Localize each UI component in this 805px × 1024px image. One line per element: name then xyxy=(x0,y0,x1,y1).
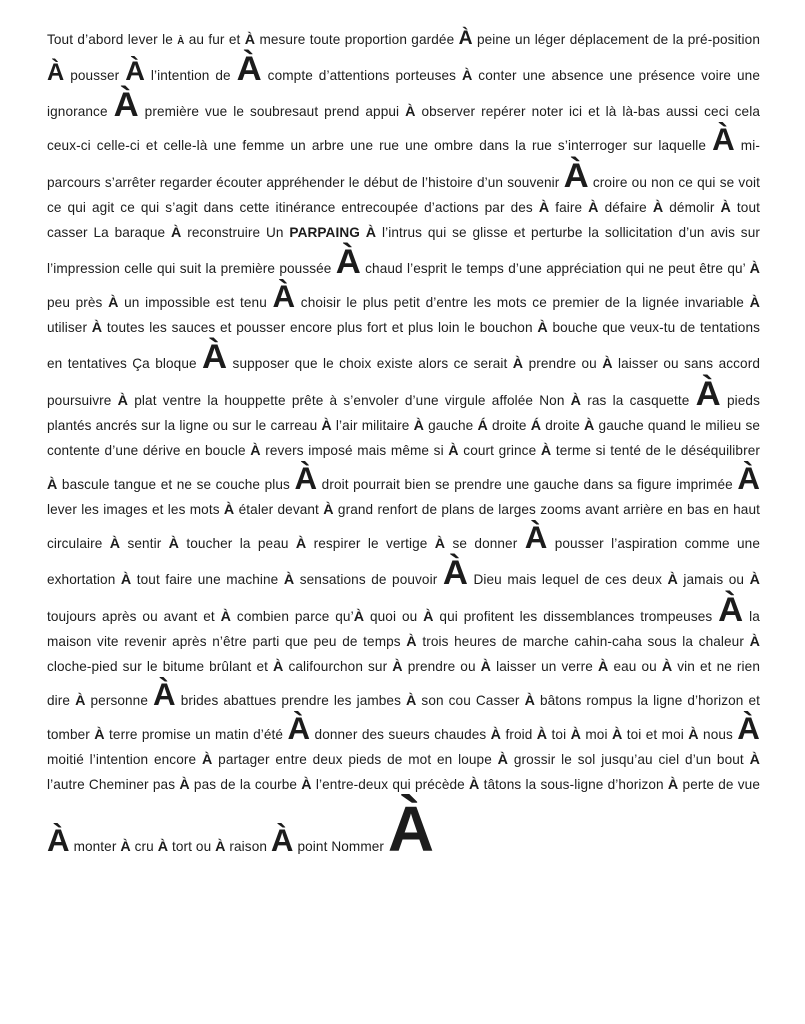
a-glyph: À xyxy=(570,727,581,744)
text-run: bâtons rompus la ligne d’horizon et tomber xyxy=(47,692,760,743)
a-glyph: À xyxy=(536,727,548,744)
text-run: eau ou xyxy=(608,658,662,674)
a-glyph: À xyxy=(524,692,535,709)
a-glyph: À xyxy=(461,68,473,85)
a-glyph: À xyxy=(323,502,334,519)
text-run: toucher la peau xyxy=(179,536,296,552)
text-run: brides abattues prendre les jambes xyxy=(175,692,407,708)
a-glyph: À xyxy=(294,460,318,496)
a-glyph: À xyxy=(434,536,446,553)
a-glyph: À xyxy=(283,572,295,589)
text-run: terme si tenté de le déséquilibrer xyxy=(551,442,761,458)
a-glyph: À xyxy=(387,792,435,865)
a-glyph: À xyxy=(353,608,365,625)
a-glyph: À xyxy=(301,777,312,794)
a-glyph: À xyxy=(272,279,296,315)
text-run: combien parce qu’ xyxy=(231,608,354,624)
text-run: terre promise un matin d’été xyxy=(104,727,288,743)
a-glyph: À xyxy=(250,442,261,459)
a-glyph: À xyxy=(179,777,190,794)
a-glyph: À xyxy=(47,822,70,858)
a-glyph: À xyxy=(688,727,699,744)
a-glyph: À xyxy=(201,752,213,769)
text-run: au fur et xyxy=(184,32,245,47)
a-glyph: À xyxy=(584,417,595,434)
a-glyph: À xyxy=(406,692,417,709)
text-run: la maison vite revenir après n’être parti que peu de temps xyxy=(47,608,760,649)
text-run: se donner xyxy=(445,536,525,552)
a-glyph: À xyxy=(270,822,294,858)
text-run: peine un léger déplacement de la pré-position xyxy=(472,32,761,47)
text-run: son cou Casser xyxy=(416,692,525,708)
a-glyph: À xyxy=(458,28,473,49)
a-glyph: À xyxy=(47,59,65,87)
a-glyph: À xyxy=(720,199,731,216)
text-run: toutes les sauces et pousser encore plus fort et plus loin le bouchon xyxy=(102,320,538,336)
a-glyph: À xyxy=(109,536,121,553)
a-glyph: À xyxy=(540,442,552,459)
a-glyph: À xyxy=(157,838,169,855)
a-glyph: À xyxy=(406,633,417,650)
text-run: moi xyxy=(581,727,612,743)
a-glyph: À xyxy=(695,374,721,413)
a-glyph: À xyxy=(392,658,403,675)
a-glyph: À xyxy=(524,520,548,556)
text-run: Dieu mais lequel de ces deux xyxy=(467,572,668,588)
a-glyph: À xyxy=(749,260,760,277)
text-run: démolir xyxy=(663,199,721,215)
text-run: choisir le plus petit d’entre les mots ce premier de la lignée invariable xyxy=(295,295,750,311)
a-glyph: Á xyxy=(477,417,488,434)
a-glyph: Á xyxy=(530,417,542,434)
a-glyph: À xyxy=(295,536,307,553)
a-glyph: À xyxy=(287,711,311,747)
a-glyph: À xyxy=(749,295,760,312)
text-run: droite xyxy=(487,417,531,433)
a-glyph: À xyxy=(91,320,103,337)
text-run: froid xyxy=(501,727,537,743)
text-run: trois heures de marche cahin-caha sous la chaleur xyxy=(416,633,750,649)
text-run: bascule tangue et ne se couche plus xyxy=(57,476,295,492)
text-run: gauche xyxy=(423,417,478,433)
a-glyph: À xyxy=(94,727,105,744)
text-run: donner des sueurs chaudes xyxy=(310,727,491,743)
a-glyph: À xyxy=(236,50,262,89)
a-glyph: À xyxy=(120,572,132,589)
a-glyph: À xyxy=(512,356,524,373)
a-glyph: À xyxy=(737,460,761,496)
a-glyph: À xyxy=(588,199,599,216)
a-glyph: À xyxy=(177,36,185,47)
a-glyph: À xyxy=(202,338,228,377)
a-glyph: À xyxy=(712,122,735,158)
text-run: toujours après ou avant et xyxy=(47,608,221,624)
text-run: laisser ou sans accord poursuivre xyxy=(47,356,760,408)
text-run: droite xyxy=(541,417,585,433)
text-run: bouche que veux-tu de tentations en tentatives Ça bloque xyxy=(47,320,761,372)
a-glyph: À xyxy=(661,658,673,675)
text-run: grossir le sol jusqu’au ciel d’un bout xyxy=(508,752,750,768)
text-run: lever les images et les mots xyxy=(47,502,224,518)
text-run: compte d’attentions porteuses xyxy=(261,68,462,84)
text-run: perte de vue xyxy=(678,777,760,793)
text-run: première vue le soubresaut prend appui xyxy=(138,104,406,120)
text-run: monter xyxy=(69,838,121,854)
poem-paragraph xyxy=(47,27,761,865)
text-run: tort ou xyxy=(168,838,216,854)
a-glyph: À xyxy=(749,572,760,589)
text-run: jamais ou xyxy=(677,572,750,588)
a-glyph: À xyxy=(442,554,468,593)
text-run: l’entre-deux qui précède xyxy=(311,777,470,793)
a-glyph: À xyxy=(273,658,284,675)
text-run: pas de la courbe xyxy=(189,777,302,793)
text-run: prendre ou xyxy=(402,658,481,674)
text-run: utiliser xyxy=(47,320,92,336)
a-glyph: À xyxy=(538,199,550,216)
text-run: califourchon sur xyxy=(283,658,393,674)
text-run: sentir xyxy=(120,536,169,552)
text-run: supposer que le choix existe alors ce serait xyxy=(227,356,513,372)
text-run: l’autre Cheminer pas xyxy=(47,777,180,793)
a-glyph: À xyxy=(667,777,679,794)
a-glyph: À xyxy=(223,502,235,519)
text-run: l’intrus qui se glisse et perturbe la sollicitation d’un avis sur l’impression celle qui suit la première poussée xyxy=(47,224,760,276)
text-run: droit pourrait bien se prendre une gauche dans sa figure imprimée xyxy=(317,476,738,492)
a-glyph: À xyxy=(220,608,232,625)
a-glyph: À xyxy=(497,752,509,769)
text-run: mi-parcours s’arrêter regarder écouter appréhender le début de l’histoire d’un souvenir xyxy=(47,138,760,190)
text-run: vin et ne rien dire xyxy=(47,658,760,708)
a-glyph: À xyxy=(652,199,664,216)
text-run: l’intention de xyxy=(144,68,237,84)
text-run: raison xyxy=(225,838,271,854)
text-run: toi et moi xyxy=(622,727,689,743)
a-glyph: À xyxy=(405,104,416,121)
text-run: revers imposé mais même si xyxy=(260,442,449,458)
a-glyph: À xyxy=(244,32,256,48)
text-run: point Nommer xyxy=(293,838,388,854)
text-run: sensations de pouvoir xyxy=(294,572,443,588)
a-glyph: À xyxy=(563,156,589,195)
a-glyph: À xyxy=(413,417,424,434)
a-glyph: À xyxy=(47,476,58,493)
text-run: faire xyxy=(549,199,589,215)
text-run: prendre ou xyxy=(523,356,603,372)
a-glyph: À xyxy=(171,224,182,241)
text-run: plat ventre la houppette prête à s’envoler d’une virgule affolée Non xyxy=(128,392,571,408)
a-glyph: À xyxy=(480,658,492,675)
a-glyph: À xyxy=(737,711,760,747)
text-run: laisser un verre xyxy=(491,658,598,674)
text-run: respirer le vertige xyxy=(306,536,435,552)
text-run: étaler devant xyxy=(234,502,324,518)
text-run: gauche quand le milieu se contente d’une dérive en boucle xyxy=(47,417,761,458)
text-run: Tout d’abord lever le xyxy=(47,32,178,47)
a-glyph: À xyxy=(215,838,226,855)
a-glyph: À xyxy=(125,55,145,87)
text-run: moitié l’intention encore xyxy=(47,752,202,768)
text-run: nous xyxy=(698,727,738,743)
text-run: observer repérer noter ici et là là-bas aussi ceci cela ceux-ci celle-ci et celle-là une femme un arbre une rue une ombre dans la rue s’interroger sur laquelle xyxy=(47,104,760,154)
text-run: qui profitent les dissemblances trompeuses xyxy=(433,608,719,624)
text-run: grand renfort de plans de larges zooms avant arrière en bas en haut circulaire xyxy=(47,502,760,552)
a-glyph: À xyxy=(667,572,678,589)
text-run: toi xyxy=(547,727,571,743)
a-glyph: À xyxy=(570,392,582,409)
a-glyph: À xyxy=(749,752,760,769)
text-run: cru xyxy=(130,838,158,854)
text-run: conter une absence une présence voire une ignorance xyxy=(47,68,760,120)
text-run: pousser l’aspiration comme une exhortation xyxy=(47,536,761,588)
text-run: cloche-pied sur le bitume brûlant et xyxy=(47,658,274,674)
a-glyph: À xyxy=(749,633,760,650)
a-glyph: À xyxy=(108,295,119,312)
a-glyph: À xyxy=(120,838,131,855)
a-glyph: À xyxy=(168,536,180,553)
a-glyph: À xyxy=(423,608,434,625)
a-glyph: À xyxy=(365,224,377,241)
text-run: pousser xyxy=(64,68,126,84)
a-glyph: À xyxy=(602,356,613,373)
a-glyph: À xyxy=(113,86,139,125)
text-run: tout casser La baraque xyxy=(47,199,761,240)
a-glyph: À xyxy=(718,590,744,629)
text-run: court grince xyxy=(458,442,541,458)
text-run: pieds plantés ancrés sur la ligne ou sur le carreau xyxy=(47,392,760,433)
text-run: défaire xyxy=(598,199,653,215)
a-glyph: À xyxy=(117,392,129,409)
text-run: peu près xyxy=(47,295,109,311)
text-run: personne xyxy=(85,692,154,708)
text-run: un impossible est tenu xyxy=(118,295,273,311)
emphasis-word: PARPAING xyxy=(289,224,360,240)
text-run: tâtons la sous-ligne d’horizon xyxy=(479,777,668,793)
text-run: reconstruire Un xyxy=(181,224,290,240)
a-glyph: À xyxy=(153,676,176,712)
a-glyph: À xyxy=(335,242,361,281)
text-run: mesure toute proportion gardée xyxy=(255,32,459,47)
a-glyph: À xyxy=(75,692,86,709)
text-run: quoi ou xyxy=(364,608,424,624)
text-run: partager entre deux pieds de mot en loupe xyxy=(212,752,498,768)
a-glyph: À xyxy=(611,727,623,744)
a-glyph: À xyxy=(448,442,459,459)
a-glyph: À xyxy=(321,417,332,434)
a-glyph: À xyxy=(469,777,480,794)
text-run: chaud l’esprit le temps d’une appréciation qui ne peut être qu’ xyxy=(360,260,750,276)
a-glyph: À xyxy=(490,727,502,744)
text-run: ras la casquette xyxy=(581,392,696,408)
text-run: croire ou non ce qui se voit ce qui agit ce qui s’agit dans cette itinérance entrecoupée d’actions par des xyxy=(47,174,760,215)
a-glyph: À xyxy=(598,658,609,675)
text-run: l’air militaire xyxy=(331,417,414,433)
a-glyph: À xyxy=(537,320,548,337)
text-run: tout faire une machine xyxy=(131,572,284,588)
